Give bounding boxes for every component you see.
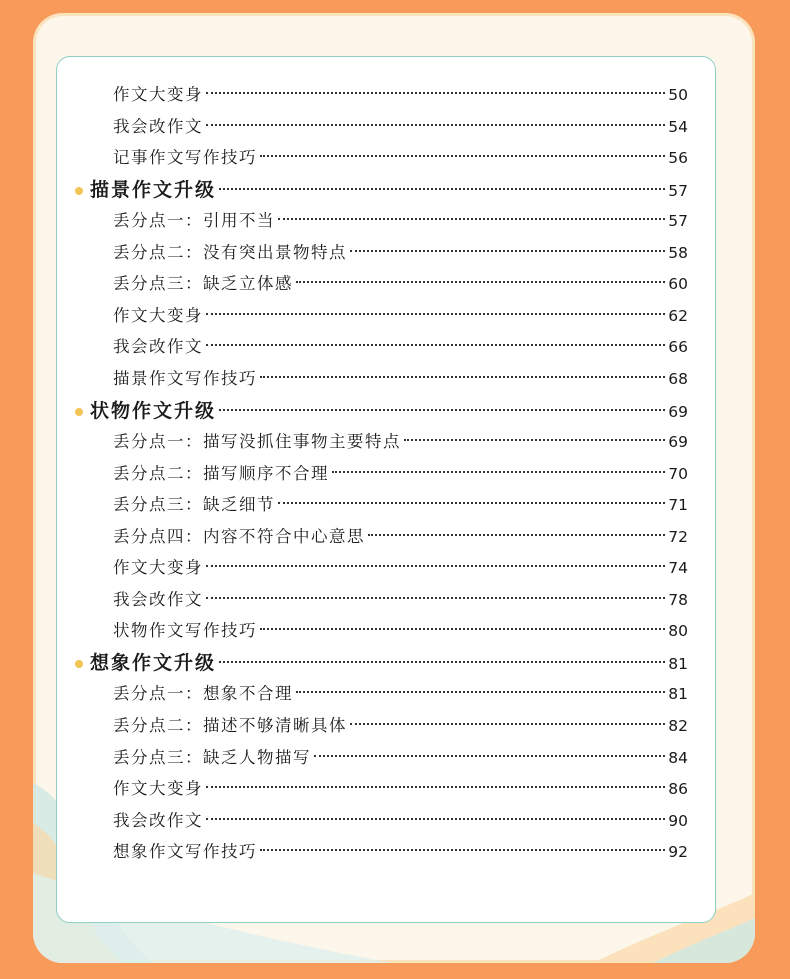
dot-leader	[219, 409, 665, 411]
entry-title: 作文大变身	[113, 85, 203, 104]
toc-entry-row[interactable]	[113, 585, 688, 615]
page-number: 78	[668, 590, 688, 609]
page-number: 72	[668, 527, 688, 546]
toc-entry-row[interactable]	[113, 806, 688, 836]
dot-leader	[332, 471, 665, 473]
dot-leader	[260, 849, 665, 851]
section-bullet-icon	[75, 660, 83, 668]
toc-section-row[interactable]	[90, 648, 688, 678]
dot-leader	[278, 218, 665, 220]
dot-leader	[404, 439, 665, 441]
section-title: 想象作文升级	[90, 651, 217, 674]
page-number: 50	[668, 86, 688, 104]
entry-title: 我会改作文	[113, 116, 203, 136]
page-number: 71	[668, 496, 688, 515]
toc-section-row[interactable]	[90, 175, 688, 205]
entry-title: 记事作文写作技巧	[113, 148, 257, 168]
dot-leader	[206, 786, 665, 788]
toc-entry-row[interactable]	[113, 774, 688, 804]
section-bullet-icon	[75, 408, 83, 416]
dot-leader	[206, 597, 665, 599]
entry-title: 描景作文写作技巧	[113, 368, 257, 388]
dot-leader	[206, 92, 665, 94]
section-title: 描景作文升级	[90, 178, 217, 201]
page-number: 57	[668, 181, 688, 200]
entry-title: 状物作文写作技巧	[113, 621, 257, 641]
entry-title: 想象作文写作技巧	[113, 842, 257, 862]
dot-leader	[296, 281, 665, 283]
dot-leader	[350, 723, 665, 725]
toc-entry-row[interactable]	[113, 238, 688, 268]
entry-title: 我会改作文	[113, 589, 203, 609]
toc-entry-row[interactable]	[113, 679, 688, 709]
page-number: 60	[668, 275, 688, 294]
entry-title: 作文大变身	[113, 305, 203, 325]
dot-leader	[260, 376, 665, 378]
toc-entry-row[interactable]	[113, 332, 688, 362]
page-number: 86	[668, 780, 688, 799]
entry-title: 丢分点二：描述不够清晰具体	[113, 716, 347, 735]
toc-entry-row[interactable]	[113, 143, 688, 173]
toc-entry-row[interactable]	[113, 743, 688, 773]
entry-title: 丢分点二：没有突出景物特点	[113, 242, 347, 262]
page-number: 58	[668, 243, 688, 262]
entry-title: 作文大变身	[113, 779, 203, 799]
dot-leader	[206, 344, 665, 346]
toc-entry-row[interactable]	[113, 837, 688, 867]
entry-title: 丢分点四：内容不符合中心意思	[113, 526, 365, 546]
dot-leader	[260, 628, 665, 630]
dot-leader	[206, 565, 665, 567]
toc-entry-row[interactable]	[113, 364, 688, 394]
dot-leader	[219, 661, 665, 663]
entry-title: 丢分点三：缺乏人物描写	[113, 747, 311, 767]
page-number: 56	[668, 149, 688, 168]
entry-title: 丢分点三：缺乏立体感	[113, 274, 293, 294]
page-number: 70	[668, 464, 688, 483]
section-bullet-icon	[75, 187, 83, 195]
entry-title: 我会改作文	[113, 810, 203, 830]
dot-leader	[260, 155, 665, 157]
page-number: 68	[668, 369, 688, 388]
toc-entry-row[interactable]	[113, 490, 688, 520]
entry-title: 作文大变身	[113, 558, 203, 578]
dot-leader	[206, 124, 665, 126]
section-title: 状物作文升级	[90, 399, 217, 422]
page-number: 74	[668, 559, 688, 578]
entry-title: 丢分点一：描写没抓住事物主要特点	[113, 432, 401, 452]
toc-entry-row[interactable]	[113, 269, 688, 299]
page-number: 80	[668, 622, 688, 641]
page-number: 92	[668, 843, 688, 862]
page-number: 69	[668, 402, 688, 421]
toc-entry-row[interactable]	[113, 553, 688, 583]
toc-section-row[interactable]	[90, 396, 688, 426]
dot-leader	[219, 188, 665, 190]
toc-entry-row[interactable]	[113, 616, 688, 646]
page-number: 82	[668, 717, 688, 735]
page-number: 69	[668, 433, 688, 452]
page-number: 81	[668, 685, 688, 704]
dot-leader	[206, 818, 665, 820]
page-number: 90	[668, 811, 688, 830]
dot-leader	[296, 691, 665, 693]
toc-entry-row[interactable]	[113, 301, 688, 331]
entry-title: 丢分点三：缺乏细节	[113, 495, 275, 515]
page-number: 57	[668, 212, 688, 231]
dot-leader	[350, 250, 665, 252]
toc-entry-row[interactable]	[113, 711, 688, 741]
toc-entry-row[interactable]	[113, 80, 688, 110]
dot-leader	[368, 534, 665, 536]
page-number: 81	[668, 654, 688, 673]
entry-title: 丢分点一：引用不当	[113, 211, 275, 231]
toc-entry-row[interactable]	[113, 427, 688, 457]
dot-leader	[206, 313, 665, 315]
entry-title: 丢分点一：想象不合理	[113, 684, 293, 704]
page-number: 54	[668, 117, 688, 136]
toc-entry-row[interactable]	[113, 522, 688, 552]
toc-entry-row[interactable]	[113, 459, 688, 489]
page-number: 84	[668, 748, 688, 767]
page-number: 66	[668, 338, 688, 357]
dot-leader	[314, 755, 665, 757]
toc-entry-row[interactable]	[113, 206, 688, 236]
entry-title: 丢分点二：描写顺序不合理	[113, 463, 329, 483]
entry-title: 我会改作文	[113, 337, 203, 357]
dot-leader	[278, 502, 665, 504]
toc-entry-row[interactable]	[113, 112, 688, 142]
page-number: 62	[668, 306, 688, 325]
